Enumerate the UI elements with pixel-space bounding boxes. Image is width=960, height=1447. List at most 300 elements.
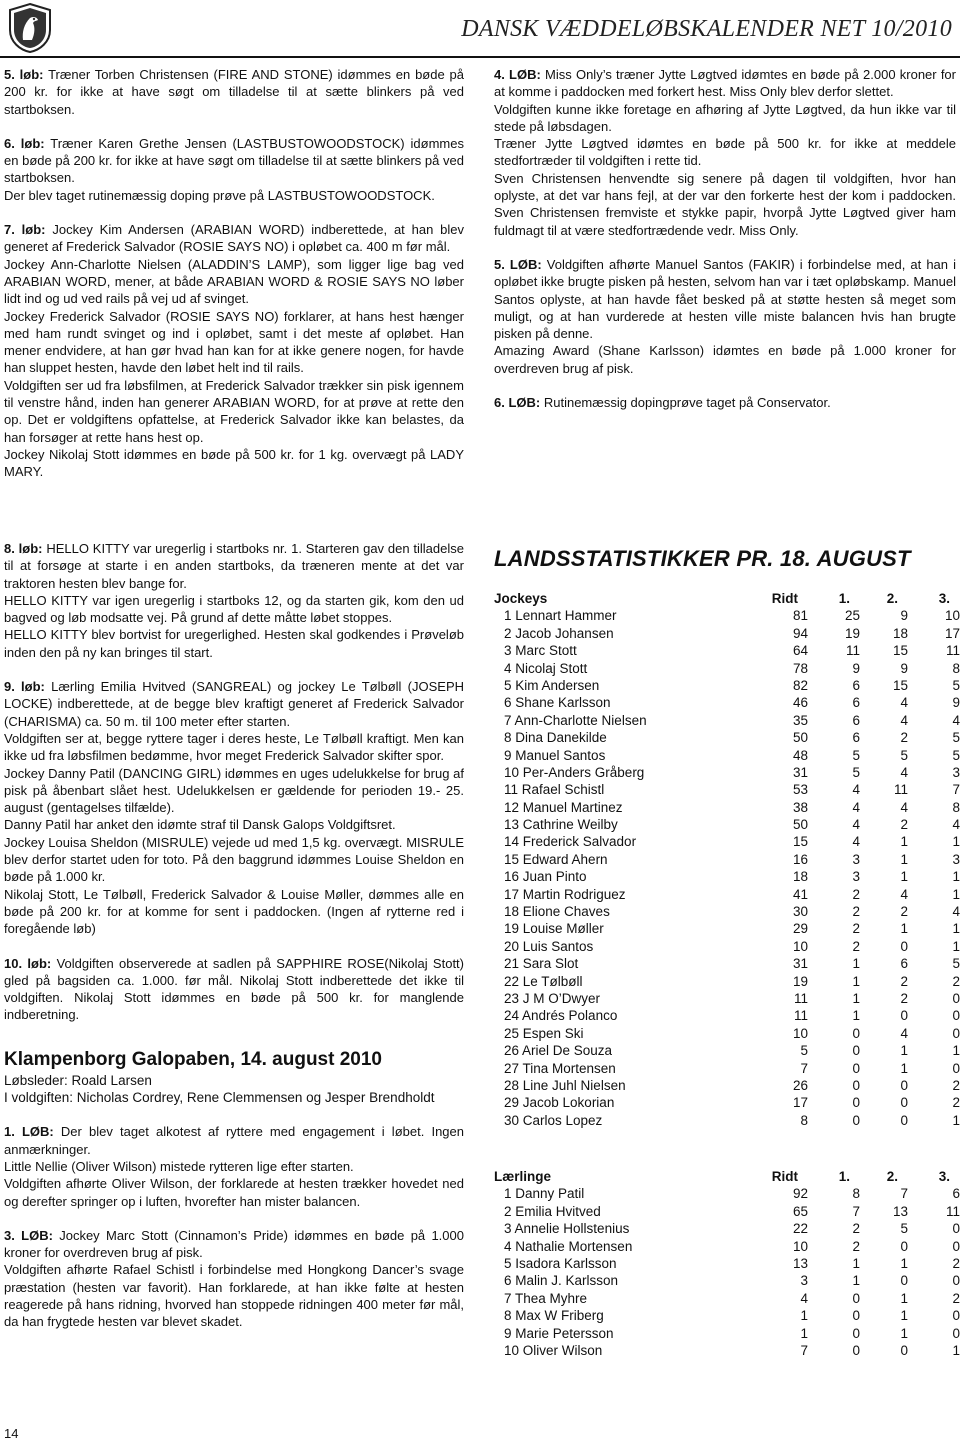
rider-name: 5 Isadora Karlsson [504,1255,617,1271]
stat-cell: 1 [900,1308,908,1324]
table-row [494,938,960,955]
meeting-heading: Klampenborg Galopaben, 14. august 2010 [4,1048,382,1070]
stat-cell: 3 [852,851,860,867]
stat-cell: 15 [792,834,808,850]
table-row [494,1060,960,1077]
stat-cell: 0 [852,1325,860,1341]
stat-cell: 4 [900,695,908,711]
left-column-top [4,66,464,481]
stat-cell: 3 [952,851,960,867]
rider-name: 2 Emilia Hvitved [504,1203,601,1219]
stat-cell: 10 [792,938,808,954]
stat-cell: 0 [900,1112,908,1128]
table-row [494,1094,960,1111]
horse-emblem-icon [4,2,56,54]
left-column-bottom [4,540,464,1331]
stat-cell: 7 [800,1342,808,1358]
stat-cell: 1 [900,851,908,867]
header-col: 3. [938,1169,950,1184]
rider-name: 8 Dina Danekilde [504,730,607,746]
stat-cell: 9 [852,660,860,676]
stat-cell: 1 [952,886,960,902]
stat-cell: 1 [952,1043,960,1059]
stat-cell: 6 [900,956,908,972]
stat-cell: 25 [844,608,860,624]
stat-cell: 4 [852,817,860,833]
stat-cell: 1 [852,1273,860,1289]
race-label: 8. løb: [4,541,43,556]
paragraph [494,256,956,342]
stat-cell: 11 [793,990,808,1006]
paragraph [494,342,956,377]
table-row [494,677,960,694]
rider-name: 28 Line Juhl Nielsen [504,1077,626,1093]
stat-cell: 17 [792,1095,808,1111]
stat-cell: 2 [952,973,960,989]
stat-cell: 2 [852,1221,860,1237]
paragraph [4,135,464,187]
paragraph [4,308,464,377]
stat-cell: 4 [952,817,960,833]
paragraph-text: Voldgiften afhørte Oliver Wilson, der forklarede at hesten trækker hovedet ned og derefter springer op i luften, hvorefter han mister balancen. [4,1176,464,1209]
table-row [494,781,960,798]
paragraph-text: HELLO KITTY blev bortvist for uregerlighed. Hesten skal godkendes i Prøveløb inden den på ny kan bringes til start. [4,627,464,660]
stat-cell: 6 [852,695,860,711]
stat-cell: 11 [945,1203,960,1219]
rider-name: 20 Luis Santos [504,938,594,954]
stat-cell: 9 [900,660,908,676]
paragraph [4,765,464,817]
race-label: 10. løb: [4,955,52,971]
table-row [494,920,960,937]
stat-cell: 0 [952,990,960,1006]
rider-name: 24 Andrés Polanco [504,1008,618,1024]
stat-cell: 8 [952,660,960,676]
stat-cell: 11 [793,1008,808,1024]
rider-name: 6 Shane Karlsson [504,695,611,711]
stat-cell: 78 [792,660,808,676]
stat-cell: 1 [952,938,960,954]
stat-cell: 5 [952,730,960,746]
table-row [494,1007,960,1024]
table-header [494,1168,960,1185]
table-row [494,764,960,781]
rider-name: 7 Ann-Charlotte Nielsen [504,712,647,728]
paragraph [494,135,956,170]
paragraph-text: HELLO KITTY var igen uregerlig i startboks 12, og da starten gik, kom den ud bagved og løb modsatte vej. På grund af dette måtte løbet stoppes. [4,592,464,626]
stat-cell: 4 [952,712,960,728]
stat-cell: 8 [852,1186,860,1202]
paragraph [4,446,464,481]
stat-cell: 1 [800,1325,808,1341]
rider-name: 12 Manuel Martinez [504,799,623,815]
stat-cell: 2 [900,973,908,989]
stat-cell: 0 [952,1008,960,1024]
stat-cell: 4 [852,799,860,815]
rider-name: 7 Thea Myhre [504,1290,588,1306]
stat-cell: 1 [800,1308,808,1324]
stat-cell: 31 [792,764,808,780]
stat-cell: 0 [952,1221,960,1237]
paragraph [4,730,464,765]
table-row [494,1325,960,1342]
stat-cell: 0 [900,938,908,954]
rider-name: 10 Oliver Wilson [504,1342,603,1358]
paragraph-text: Miss Only’s træner Jytte Løgtved idømtes en bøde på 2.000 kroner for at komme i paddocken med forkert hest. Miss Only blev derfor slettet. [494,67,956,100]
stat-cell: 1 [900,1043,908,1059]
paragraph [4,816,464,833]
table-row [494,1290,960,1307]
table-row [494,712,960,729]
stat-cell: 0 [852,1290,860,1306]
stat-cell: 7 [852,1203,860,1219]
stat-cell: 4 [900,1025,908,1041]
paragraph-text: Jockey Kim Andersen (ARABIAN WORD) indberettede, at han blev generet af Frederick Salvador (ROSIE SAYS NO) i opløbet ca. 400 m før mål. [4,222,465,255]
stat-cell: 8 [800,1112,808,1128]
stat-cell: 5 [952,956,960,972]
stat-cell: 4 [900,764,908,780]
stat-cell: 4 [800,1290,808,1306]
paragraph-text: Voldgiften ser ud fra løbsfilmen, at Frederick Salvador trækker sin pisk igennem til venstre hånd, inden han generer ARABIAN WORD, for at prøve at rette den op. Det er voldgiftens opfattelse, at Frederick Salvador ikke kan belastes, da han forsøger at rette hans hest op. [4,377,464,445]
jockeys-table [494,590,960,1129]
table-row [494,694,960,711]
paragraph [4,834,464,886]
rider-name: 26 Ariel De Souza [504,1043,613,1059]
stat-cell: 0 [900,1008,908,1024]
stat-cell: 1 [900,1255,908,1271]
rider-name: 2 Jacob Johansen [504,625,614,641]
table-row [494,1342,960,1359]
stat-cell: 5 [952,677,960,693]
stat-cell: 15 [892,677,908,693]
paragraph [4,1227,464,1262]
race-label: 5. løb: [4,67,44,82]
stat-cell: 30 [792,904,808,920]
stat-cell: 46 [792,695,808,711]
stat-cell: 17 [944,625,960,641]
header-col: 2. [886,591,898,606]
paragraph-text: Voldgiften observerede at sadlen på SAPPHIRE ROSE(Nikolaj Stott) gled på bagsiden ca. 1.000. før mål. Nikolaj Stott indberettede det ikke til voldgiften. Nikolaj Stott idømmes en bøde på 500 kr. for manglende indberetning. [4,955,464,1023]
stat-cell: 3 [852,869,860,885]
paragraph [4,377,464,446]
paragraph-text: Træner Jytte Løgtved idømtes en bøde på 500 kr. for ikke at meddele stedfortræder til voldgiften i rette tid. [494,136,956,169]
paragraph-text: Der blev taget rutinemæssig doping prøve på LASTBUSTOWOODSTOCK. [4,187,435,203]
stat-cell: 0 [900,1095,908,1111]
stat-cell: 11 [845,643,860,659]
paragraph-text: Sven Christensen henvendte sig senere på dagen til voldgiften, hvor han oplyste, at det var hans fejl, at der var den forkerte hest der kom i paddocken. Sven Christensen fremviste et stykke papir, hvorpå Jytte Løgtved giver ham fuldmagt til at være stedfortrædende vedr. Miss Only. [494,170,956,238]
stat-cell: 0 [852,1077,860,1093]
table-row [494,1238,960,1255]
stat-cell: 1 [852,956,860,972]
statistics-title: LANDSSTATISTIKKER PR. 18. AUGUST [494,546,911,571]
stat-cell: 2 [852,938,860,954]
paragraph [4,955,464,1024]
rider-name: 22 Le Tølbøll [504,973,583,989]
table-row [494,1077,960,1094]
stat-cell: 5 [852,764,860,780]
paragraph-text: Jockey Ann-Charlotte Nielsen (ALADDIN’S LAMP), som ligger lige bag ved ARABIAN WORD, mener, at både ARABIAN WORD & ROSIE SAYS NO løber lidt ind og ud ved rails på vej ud af svinget. [4,256,464,307]
paragraph [4,626,464,661]
rider-name: 25 Espen Ski [504,1025,584,1041]
paragraph [4,221,464,256]
rider-name: 15 Edward Ahern [504,851,608,867]
paragraph-text: Voldgiften kunne ikke foretage en afhøring af Jytte Løgtved, da hun ikke var til stede på løbsdagen. [494,101,956,134]
stat-cell: 2 [952,1077,960,1093]
stat-cell: 0 [952,1273,960,1289]
stat-cell: 18 [792,869,808,885]
rider-name: 9 Marie Petersson [504,1325,614,1341]
paragraph [4,1158,464,1175]
table-row [494,1255,960,1272]
stat-cell: 65 [792,1203,808,1219]
stat-cell: 0 [900,1238,908,1254]
stat-cell: 1 [900,921,908,937]
rider-name: 16 Juan Pinto [504,869,587,885]
meeting-arbiters: I voldgiften: Nicholas Cordrey, Rene Clemmensen og Jesper Brendholdt [4,1090,435,1106]
table-row [494,833,960,850]
stat-cell: 10 [792,1238,808,1254]
table-row [494,1307,960,1324]
header-label: Jockeys [494,591,548,606]
stat-cell: 3 [952,764,960,780]
paragraph-text: Jockey Louisa Sheldon (MISRULE) vejede ud med 1,5 kg. overvægt. MISRULE blev derfor startet uden for toto. På den baggrund idømmes Louise Sheldon en bøde på 1.000 kr. [4,834,464,885]
table-row [494,1220,960,1237]
rider-name: 8 Max W Friberg [504,1308,604,1324]
stat-cell: 7 [900,1186,908,1202]
publication-logo [4,2,56,54]
stat-cell: 1 [952,869,960,885]
stat-cell: 64 [792,643,808,659]
paragraph-text: Voldgiften afhørte Rafael Schistl i forbindelse med Hongkong Dancer’s svage præstation (hesten var favorit). Han forklarede, at han ikke følte at hesten reagerede på hans ridning, hvorved han stoppede ridningen 400 meter før mål, da han frygtede hesten var blevet skadet. [4,1262,464,1330]
paragraph [4,1261,464,1330]
paragraph [4,1175,464,1210]
stat-cell: 35 [792,712,808,728]
laerlinge-table [494,1168,960,1359]
paragraph [494,170,956,239]
race-label: 5. LØB: [494,256,542,272]
table-row [494,816,960,833]
meeting-leader: Løbsleder: Roald Larsen [4,1072,152,1088]
paragraph-text: Træner Torben Christensen (FIRE AND STONE) idømmes en bøde på 200 kr. for ikke at have søgt om tilladelse til at sætte blinkers på ved startboksen. [4,67,464,117]
stat-cell: 0 [852,1060,860,1076]
paragraph [4,540,464,592]
paragraph [4,592,464,627]
table-row [494,886,960,903]
paragraph-text: Lærling Emilia Hvitved (SANGREAL) og jockey Le Tølbøll (JOSEPH LOCKE) indberettede, at de begge blev kraftigt generet af Frederick Salvador (CHARISMA) ca. 50 m. til 100 meter efter starten. [4,679,465,729]
paragraph-text: Jockey Nikolaj Stott idømmes en bøde på 500 kr. for 1 kg. overvægt på LADY MARY. [4,446,464,480]
paragraph [4,187,464,204]
stat-cell: 7 [800,1060,808,1076]
paragraph [4,256,464,308]
stat-cell: 31 [792,956,808,972]
table-row [494,607,960,624]
stat-cell: 3 [800,1273,808,1289]
stat-cell: 0 [900,1273,908,1289]
race-label: 9. løb: [4,679,45,695]
stat-cell: 0 [900,1342,908,1358]
paragraph [494,66,956,101]
rider-name: 10 Per-Anders Gråberg [504,764,645,780]
stat-cell: 1 [900,1060,908,1076]
table-row [494,1112,960,1129]
stat-cell: 4 [852,834,860,850]
rider-name: 3 Marc Stott [504,643,577,659]
rider-name: 19 Louise Møller [504,921,604,937]
stat-cell: 0 [952,1325,960,1341]
stat-cell: 6 [852,730,860,746]
paragraph-text: Der blev taget alkotest af ryttere med engagement i løbet. Ingen anmærkninger. [4,1124,464,1157]
header-col: 1. [838,1169,850,1184]
stat-cell: 4 [900,799,908,815]
stat-cell: 7 [952,782,960,798]
stat-cell: 1 [900,1290,908,1306]
stat-cell: 1 [952,1112,960,1128]
rider-name: 3 Annelie Hollstenius [504,1221,630,1237]
table-row [494,851,960,868]
paragraph-text: Danny Patil har anket den idømte straf til Dansk Galops Voldgiftsret. [4,817,396,833]
table-row [494,868,960,885]
paragraph [4,1123,464,1158]
stat-cell: 4 [900,886,908,902]
stat-cell: 0 [852,1025,860,1041]
rider-name: 30 Carlos Lopez [504,1112,603,1128]
stat-cell: 16 [792,851,808,867]
paragraph-text: Jockey Danny Patil (DANCING GIRL) idømmes en uges udelukkelse for brug af pisk på åbenbart slået hest. Udelukkelsen er gældende for perioden 19.- 25. august (gentagelses tilfælde). [4,765,464,816]
stat-cell: 9 [952,695,960,711]
stat-cell: 1 [900,834,908,850]
paragraph [4,66,464,118]
header-col: 3. [938,591,950,606]
rider-name: 5 Kim Andersen [504,677,600,693]
table-row [494,1272,960,1289]
stat-cell: 2 [852,904,860,920]
stat-cell: 11 [945,643,960,659]
stat-cell: 1 [900,869,908,885]
rider-name: 21 Sara Slot [504,956,579,972]
stat-cell: 53 [792,782,808,798]
stat-cell: 13 [792,1255,808,1271]
stat-cell: 0 [852,1308,860,1324]
table-row [494,1203,960,1220]
paragraph-text: HELLO KITTY var uregerlig i startboks nr. 1. Starteren gav den tilladelse til at forsøge at starte i en anden startboks, da træneren mente at det var traktoren hesten blev bange for. [4,541,464,591]
stat-cell: 0 [852,1342,860,1358]
paragraph-text: Amazing Award (Shane Karlsson) idømtes en bøde på 1.000 kroner for overdreven brug af pisk. [494,343,956,376]
stat-cell: 2 [900,990,908,1006]
stat-cell: 1 [952,834,960,850]
stat-cell: 2 [900,904,908,920]
stat-cell: 0 [952,1060,960,1076]
paragraph-text: Rutinemæssig dopingprøve taget på Conservator. [540,395,831,411]
stat-cell: 1 [952,921,960,937]
rider-name: 17 Martin Rodriguez [504,886,626,902]
header-rule [0,56,960,58]
rider-name: 13 Cathrine Weilby [504,817,618,833]
stat-cell: 0 [852,1112,860,1128]
rider-name: 4 Nicolaj Stott [504,660,588,676]
race-label: 7. løb: [4,222,46,238]
header-col: Ridt [771,591,798,606]
stat-cell: 50 [792,817,808,833]
paragraph-text: Jockey Frederick Salvador (ROSIE SAYS NO) forklarer, at hans hest hænger med ham rundt svinget og ind i opløbet, samt i det meste af opløbet. Han mener endvidere, at han gør hvad han kan for at ikke genere nogen, for havde han sluppet hesten, havde den løbet helt ind til rails. [4,308,464,376]
stat-cell: 81 [792,608,808,624]
table-row [494,625,960,642]
table-row [494,955,960,972]
table-row [494,990,960,1007]
stat-cell: 1 [852,1255,860,1271]
race-label: 4. LØB: [494,67,541,82]
paragraph-text: Træner Karen Grethe Jensen (LASTBUSTOWOODSTOCK) idømmes en bøde på 200 kr. for ikke at have søgt om tilladelse til at sætte blinkers på ved startboksen. [4,135,464,186]
rider-name: 4 Nathalie Mortensen [504,1238,633,1254]
stat-cell: 41 [792,886,808,902]
paragraph-text: Voldgiften ser at, begge ryttere tager i deres heste, Le Tølbøll kraftigt. Men kan ikke ud fra løbsfilmen bedømme, hvor meget Frederick Salvador skifter spor. [4,730,464,764]
stat-cell: 22 [792,1221,808,1237]
rider-name: 27 Tina Mortensen [504,1060,616,1076]
stat-cell: 2 [852,886,860,902]
publication-title: DANSK VÆDDELØBSKALENDER NET 10/2010 [461,16,952,42]
stat-cell: 0 [952,1238,960,1254]
paragraph [494,101,956,136]
header-col: 1. [838,591,850,606]
stat-cell: 10 [792,1025,808,1041]
rider-name: 23 J M O’Dwyer [504,990,601,1006]
stat-cell: 15 [892,643,908,659]
stat-cell: 94 [792,625,808,641]
table-row [494,973,960,990]
header-col: 2. [886,1169,898,1184]
stat-cell: 0 [852,1095,860,1111]
stat-cell: 2 [952,1095,960,1111]
stat-cell: 6 [952,1186,960,1202]
stat-cell: 1 [900,1325,908,1341]
rider-name: 14 Frederick Salvador [504,834,637,850]
race-label: 3. LØB: [4,1227,53,1243]
header-col: Ridt [771,1169,798,1184]
stat-cell: 2 [900,817,908,833]
stat-cell: 2 [952,1290,960,1306]
race-label: 6. LØB: [494,395,541,411]
stat-cell: 6 [852,712,860,728]
stat-cell: 0 [952,1025,960,1041]
stat-cell: 10 [944,608,960,624]
page-number: 14 [4,1426,19,1441]
paragraph [4,678,464,730]
stat-cell: 19 [792,973,808,989]
stat-cell: 92 [792,1186,808,1202]
stat-cell: 1 [852,1008,860,1024]
stat-cell: 50 [792,730,808,746]
paragraph [494,394,956,411]
rider-name: 18 Elione Chaves [504,904,610,920]
table-row [494,642,960,659]
table-header [494,590,960,607]
stat-cell: 38 [792,799,808,815]
table-row [494,1042,960,1059]
stat-cell: 0 [952,1308,960,1324]
race-label: 1. LØB: [4,1124,54,1140]
paragraph-text: Jockey Marc Stott (Cinnamon’s Pride) idømmes en bøde på 1.000 kroner for overdreven brug af pisk. [4,1227,464,1261]
stat-cell: 13 [892,1203,908,1219]
table-row [494,747,960,764]
stat-cell: 0 [852,1043,860,1059]
stat-cell: 29 [792,921,808,937]
stat-cell: 4 [900,712,908,728]
table-row [494,729,960,746]
stat-cell: 26 [792,1077,808,1093]
stat-cell: 9 [900,608,908,624]
stat-cell: 2 [852,1238,860,1254]
table-row [494,1185,960,1202]
stat-cell: 1 [952,1342,960,1358]
